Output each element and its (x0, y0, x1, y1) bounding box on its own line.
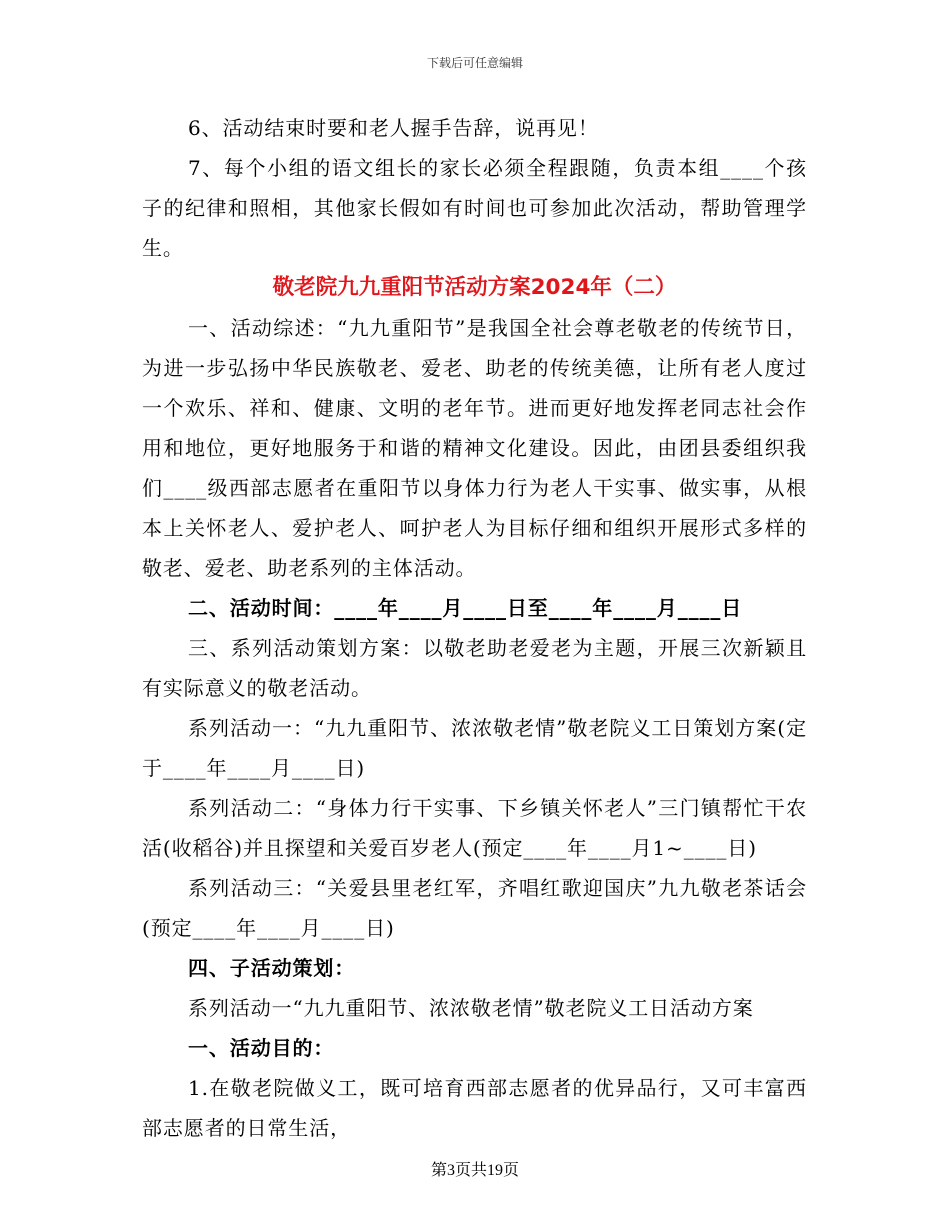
paragraph-goal-1: 1.在敬老院做义工，既可培育西部志愿者的优异品行，又可丰富西部志愿者的日常生活， (142, 1076, 807, 1140)
paragraph-item-6: 6、活动结束时要和老人握手告辞，说再见！ (188, 116, 599, 140)
paragraph-activity-1: 系列活动一：“九九重阳节、浓浓敬老情”敬老院义工日策划方案(定于____年____月____日) (142, 716, 807, 780)
paragraph-plan: 三、系列活动策划方案：以敬老助老爱老为主题，开展三次新颖且有实际意义的敬老活动。 (142, 636, 807, 700)
paragraph-time: 二、活动时间：____年____月____日至____年____月____日 (188, 596, 743, 620)
paragraph-goal-heading: 一、活动目的： (188, 1036, 335, 1060)
document-body (142, 108, 807, 1148)
section-title: 敬老院九九重阳节活动方案2024年（二） (272, 275, 677, 300)
page-footer: 第3页共19页 (430, 1162, 519, 1179)
paragraph-activity-3: 系列活动三：“关爱县里老红军，齐唱红歌迎国庆”九九敬老茶话会(预定____年____月____日) (142, 876, 807, 940)
page-header: 下载后可任意编辑 (426, 56, 523, 70)
paragraph-overview: 一、活动综述：“九九重阳节”是我国全社会尊老敬老的传统节日，为进一步弘扬中华民族敬老、爱老、助老的传统美德，让所有老人度过一个欢乐、祥和、健康、文明的老年节。进而更好地发挥老同志社会作用和地位，更好地服务于和谐的精神文化建设。因此，由团县委组织我们____级西部志愿者在重阳节以身体力行为老人干实事、做实事，从根本上关怀老人、爱护老人、呵护老人为目标仔细和组织开展形式多样的敬老、爱老、助老系列的主体活动。 (142, 316, 807, 580)
paragraph-item-7: 7、每个小组的语文组长的家长必须全程跟随，负责本组____个孩子的纪律和照相，其他家长假如有时间也可参加此次活动，帮助管理学生。 (142, 156, 807, 260)
paragraph-sub-planning: 四、子活动策划： (188, 956, 356, 980)
paragraph-activity-2: 系列活动二：“身体力行干实事、下乡镇关怀老人”三门镇帮忙干农活(收稻谷)并且探望和关爱百岁老人(预定____年____月1~____日) (142, 796, 807, 860)
paragraph-sub-title: 系列活动一“九九重阳节、浓浓敬老情”敬老院义工日活动方案 (188, 996, 754, 1020)
